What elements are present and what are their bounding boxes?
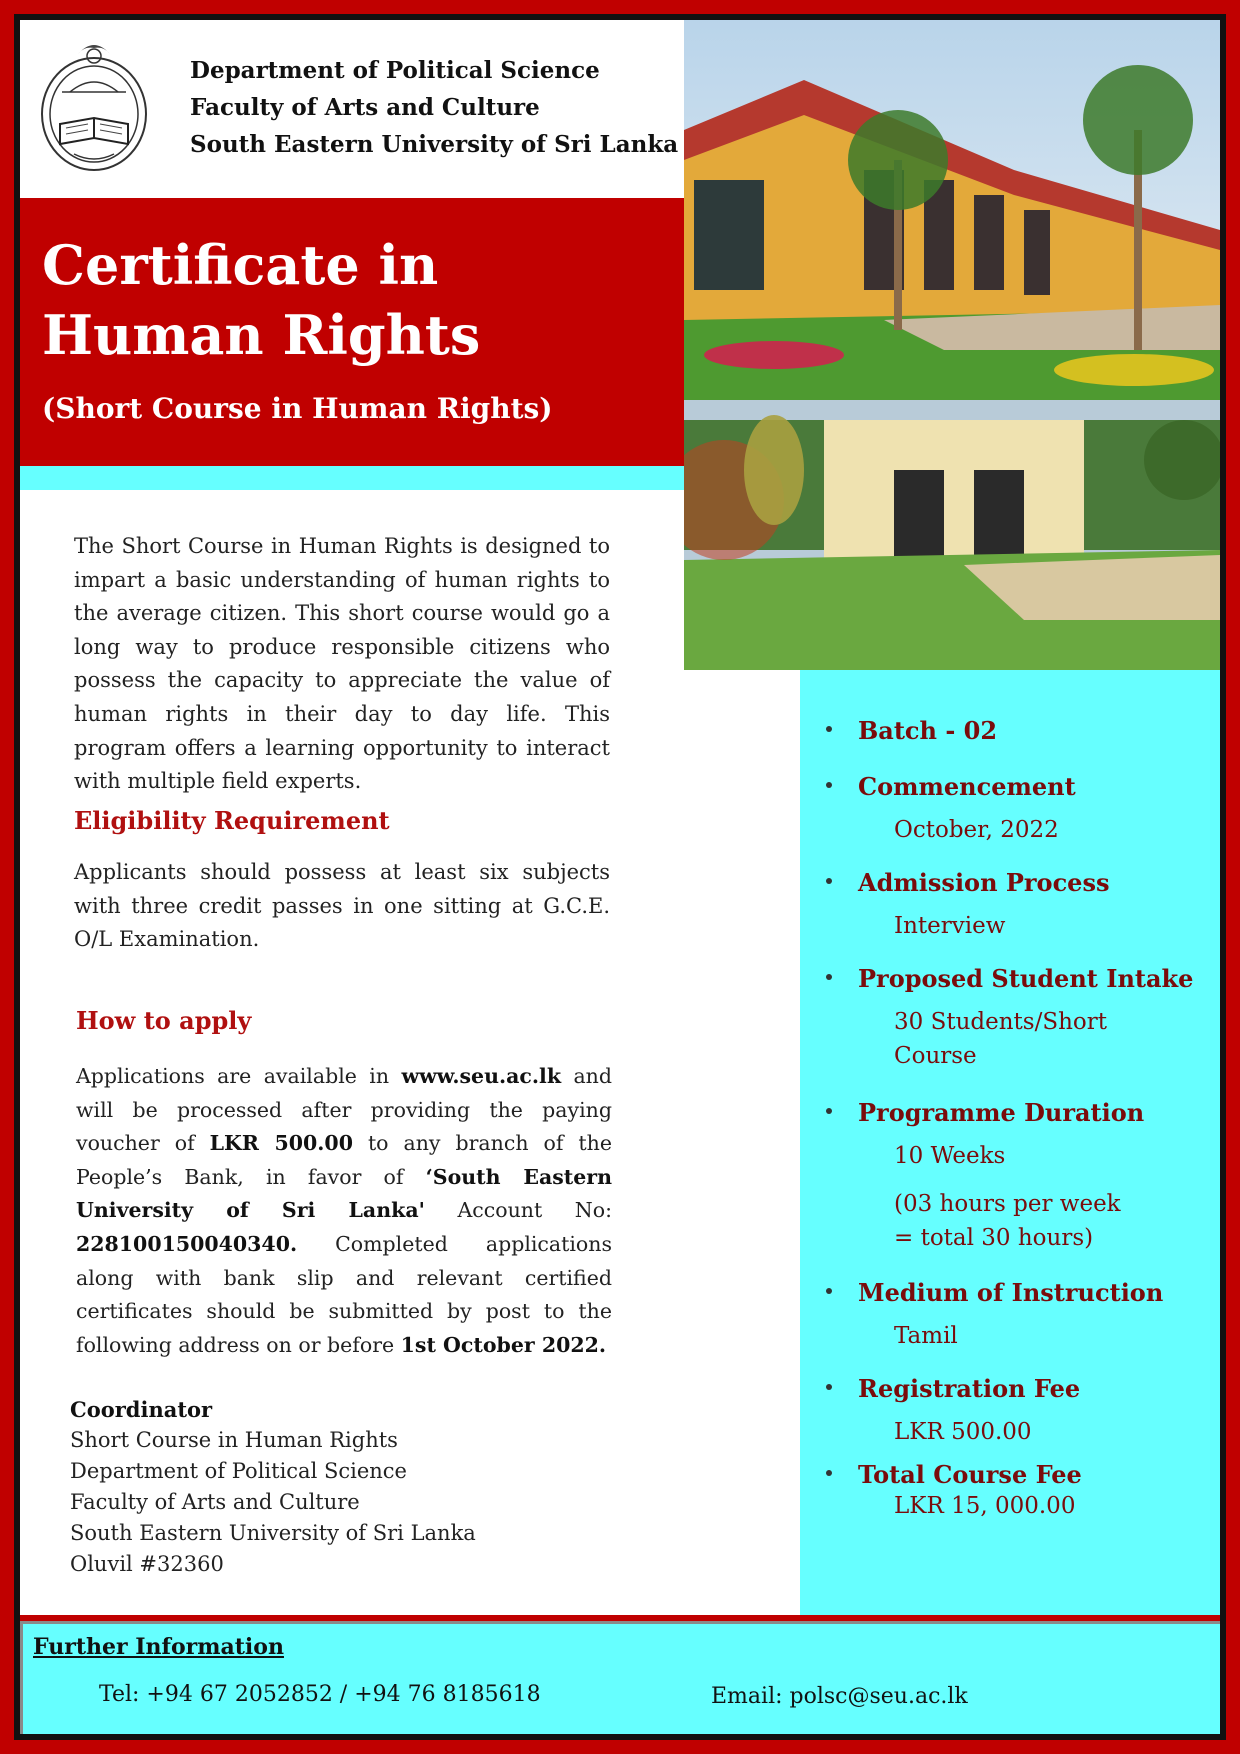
- bullet-icon: [826, 1384, 832, 1390]
- address-line: Short Course in Human Rights: [70, 1428, 398, 1452]
- bullet-icon: [826, 1470, 832, 1476]
- apply-text-part: Applications are available in: [76, 1064, 402, 1088]
- course-title: Certificate in Human Rights: [42, 233, 481, 367]
- address-line: Oluvil #32360: [70, 1552, 224, 1576]
- footer: [20, 1621, 1220, 1734]
- institution-block: [190, 52, 678, 163]
- admission-value: Interview: [894, 913, 1006, 939]
- further-information-heading: Further Information: [33, 1634, 284, 1660]
- eligibility-text: Applicants should possess at least six subjects with three credit passes in one sitting at G.C.E. O/L Examination.: [74, 860, 610, 952]
- bullet-icon: [826, 782, 832, 788]
- coordinator-address: [70, 1394, 476, 1580]
- duration-note: = total 30 hours): [894, 1225, 1094, 1251]
- email-address[interactable]: Email: polsc@seu.ac.lk: [711, 1684, 968, 1709]
- apply-text-part: Completed applications along with bank slip and relevant certified certificates should be submitted by post to the following address on or before: [76, 1231, 612, 1357]
- account-number: 228100150040340.: [76, 1231, 298, 1256]
- campus-building-photo: [684, 20, 1220, 400]
- faculty-name: Faculty of Arts and Culture: [190, 94, 540, 121]
- admission-label: Admission Process: [858, 868, 1110, 897]
- duration-note: (03 hours per week: [894, 1191, 1121, 1217]
- address-line: Faculty of Arts and Culture: [70, 1490, 360, 1514]
- department-name: Department of Political Science: [190, 57, 600, 84]
- total-fee-label: Total Course Fee: [858, 1460, 1082, 1489]
- how-to-apply-text: [76, 1060, 612, 1362]
- course-description: The Short Course in Human Rights is designed to impart a basic understanding of human rights to the average citizen. This short course would go a long way to produce responsible citizens who possess the capacity to appreciate the value of human rights in their day to day life. This program offers a learning opportunity to interact with multiple field experts.: [74, 534, 610, 794]
- voucher-fee: LKR 500.00: [209, 1131, 353, 1156]
- campus-entrance-photo: [684, 400, 1220, 670]
- registration-fee-label: Registration Fee: [858, 1374, 1081, 1403]
- course-details-panel: [800, 670, 1220, 1615]
- payee-name: ‘South Eastern University of Sri Lanka': [76, 1164, 612, 1223]
- total-fee-value: LKR 15, 000.00: [894, 1493, 1076, 1519]
- address-line: Department of Political Science: [70, 1459, 407, 1483]
- university-logo: [38, 32, 150, 172]
- apply-text-part: and will be processed after providing the paying voucher of: [76, 1064, 612, 1156]
- address-line: South Eastern University of Sri Lanka: [70, 1521, 476, 1545]
- bullet-icon: [826, 878, 832, 884]
- title-banner: [20, 198, 684, 466]
- bullet-icon: [826, 1108, 832, 1114]
- medium-value: Tamil: [894, 1323, 958, 1349]
- accent-strip: [20, 466, 684, 490]
- poster-page: [20, 20, 1220, 1734]
- apply-text-part: Account No:: [424, 1198, 612, 1223]
- intake-label: Proposed Student Intake: [858, 964, 1194, 993]
- phone-numbers[interactable]: Tel: +94 67 2052852 / +94 76 8185618: [99, 1682, 541, 1707]
- website-link[interactable]: www.seu.ac.lk: [401, 1064, 562, 1088]
- how-to-apply-heading: How to apply: [76, 1006, 252, 1035]
- duration-label: Programme Duration: [858, 1098, 1145, 1127]
- intake-value: 30 Students/Short: [894, 1009, 1107, 1035]
- eligibility-heading: Eligibility Requirement: [74, 806, 390, 835]
- commencement-value: October, 2022: [894, 817, 1059, 843]
- course-subtitle: (Short Course in Human Rights): [42, 392, 553, 425]
- header: [20, 20, 684, 198]
- duration-value: 10 Weeks: [894, 1143, 1006, 1169]
- medium-label: Medium of Instruction: [858, 1278, 1164, 1307]
- application-deadline: 1st October 2022.: [400, 1332, 607, 1357]
- apply-text-part: to any branch of the People’s Bank, in favor of: [76, 1131, 612, 1189]
- commencement-label: Commencement: [858, 772, 1076, 801]
- bullet-icon: [826, 1288, 832, 1294]
- coordinator-heading: Coordinator: [70, 1397, 213, 1422]
- bullet-icon: [826, 974, 832, 980]
- bullet-icon: [826, 726, 832, 732]
- registration-fee-value: LKR 500.00: [894, 1419, 1032, 1445]
- intake-value: Course: [894, 1043, 977, 1069]
- university-name: South Eastern University of Sri Lanka: [190, 131, 679, 158]
- batch-label: Batch - 02: [858, 716, 998, 745]
